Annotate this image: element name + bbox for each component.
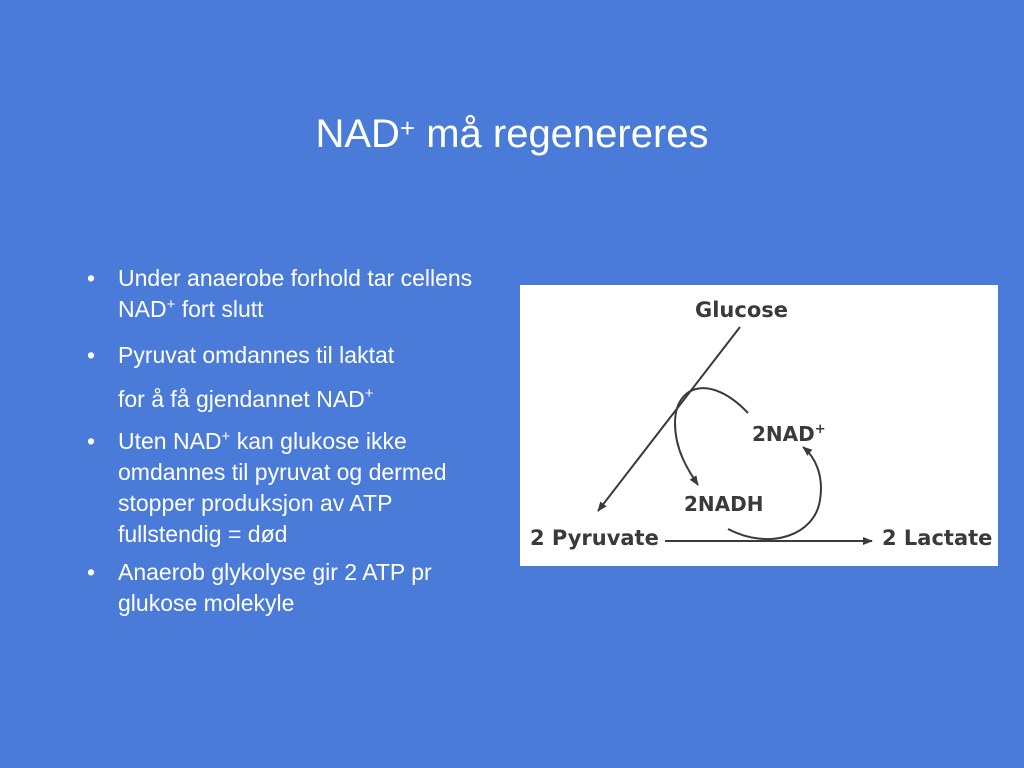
glucose-label: Glucose <box>695 298 789 322</box>
bullet-text-before: Uten NAD <box>118 428 222 454</box>
bullet-text-line1: Pyruvat omdannes til laktat <box>118 342 395 368</box>
bullet-list <box>75 263 495 626</box>
nadh-label: 2NADH <box>684 492 764 516</box>
nad-label <box>752 422 826 446</box>
bullet-superscript: + <box>221 428 231 445</box>
title-superscript: + <box>399 113 416 143</box>
bullet-item-4 <box>75 557 495 619</box>
bullet-text: Anaerob glykolyse gir 2 ATP pr glukose molekyle <box>118 559 432 616</box>
bullet-text: Under anaerobe forhold tar cellens NAD <box>118 265 473 322</box>
nad-label-main: 2NAD <box>752 422 815 446</box>
bullet-text-after: kan glukose ikke omdannes til pyruvat og dermed stopper produksjon av ATP fullstendig = død <box>118 428 447 547</box>
pyruvate-label: 2 Pyruvate <box>530 526 659 550</box>
bullet-item-1 <box>75 263 495 325</box>
nad-label-superscript: + <box>814 422 826 437</box>
bullet-marker: • <box>87 265 96 291</box>
title-main: NAD <box>315 112 400 156</box>
bullet-text-after: fort slutt <box>175 296 264 322</box>
glycolysis-diagram <box>520 285 998 566</box>
title-rest: må regenereres <box>415 112 709 156</box>
nad-to-nadh-arrow <box>675 388 748 485</box>
bullet-text-line2: for å få gjendannet NAD <box>118 386 365 412</box>
diagram-svg <box>520 285 998 566</box>
bullet-superscript: + <box>364 385 374 402</box>
bullet-marker: • <box>87 428 96 454</box>
bullet-text-line2-wrap <box>118 379 495 419</box>
bullet-item-3 <box>75 426 495 550</box>
slide-title <box>0 108 1024 160</box>
lactate-label: 2 Lactate <box>882 526 993 550</box>
bullet-superscript: + <box>166 296 176 313</box>
glucose-to-pyruvate-arrow <box>598 327 740 511</box>
bullet-marker: • <box>87 342 96 368</box>
bullet-item-2 <box>75 332 495 419</box>
bullet-marker: • <box>87 559 96 585</box>
